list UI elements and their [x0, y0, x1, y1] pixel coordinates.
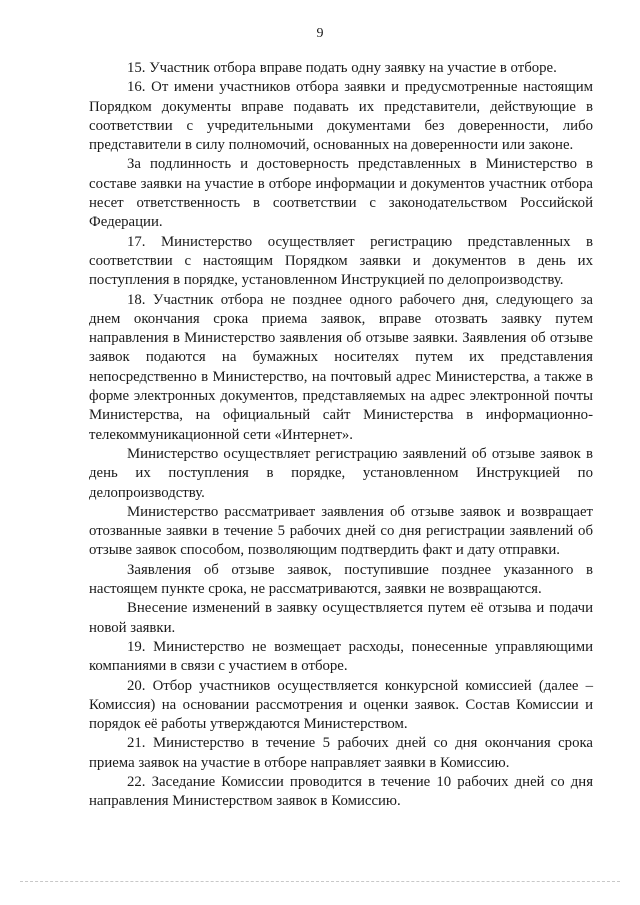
paragraph-19: 19. Министерство не возмещает расходы, понесенные управляющими компаниями в связи с участием в отборе.: [89, 638, 593, 675]
paragraph-21: 21. Министерство в течение 5 рабочих дней со дня окончания срока приема заявок на участие в отборе направляет заявки в Комиссию.: [89, 735, 593, 771]
page-number: 9: [316, 26, 324, 41]
paragraph-18-late: Заявления об отзыве заявок, поступившие позднее указанного в настоящем пункте срока, не рассматриваются, заявки не возвращаются.: [89, 561, 593, 598]
paragraph-17: 17. Министерство осуществляет регистрацию представленных в соответствии с настоящим Порядком заявки и документов в день их поступления в порядке, установленном Инструкцией по делопроизводству.: [89, 233, 593, 289]
paragraph-18: 18. Участник отбора не позднее одного рабочего дня, следующего за днем окончания срока приема заявок, вправе отозвать заявку путем направления в Министерство заявления об отзыве заявки. Заявления об отзыве заявок подаются на бумажных носителях путем их представления непосредственно в Министерство, на почтовый адрес Министерства, а также в форме электронных документов, представляемых на адрес электронной почты Министерства, на официальный сайт Министерства в информационно-телекоммуникационной сети «Интернет».: [89, 291, 593, 443]
paragraph-22: 22. Заседание Комиссии проводится в течение 10 рабочих дней со дня направления Министерством заявок в Комиссию.: [89, 773, 593, 810]
paragraph-18-return: Министерство рассматривает заявления об отзыве заявок и возвращает отозванные заявки в течение 5 рабочих дней со дня регистрации заявлений об отзыве заявок способом, позволяющим подтвердить факт и дату отправки.: [89, 503, 593, 559]
paragraph-15: 15. Участник отбора вправе подать одну заявку на участие в отборе.: [127, 60, 557, 76]
paragraph-18-changes: Внесение изменений в заявку осуществляется путем её отзыва и подачи новой заявки.: [89, 600, 593, 636]
paragraph-16-responsibility: За подлинность и достоверность представленных в Министерство в составе заявки на участие в отборе информации и документов участник отбора несет ответственность в соответствии с законодательством Российской Федерации.: [89, 156, 593, 231]
paragraph-16: 16. От имени участников отбора заявки и предусмотренные настоящим Порядком документы вправе подавать их представители, действующие в соответствии с учредительными документами без доверенности, либо представители в силу полномочий, основанных на доверенности или законе.: [89, 79, 593, 154]
document-body: [89, 59, 593, 812]
page-bottom-divider: [20, 881, 620, 882]
paragraph-20: 20. Отбор участников осуществляется конкурсной комиссией (далее – Комиссия) на основании рассмотрения и оценки заявок. Состав Комиссии и порядок её работы утверждаются Министерством.: [89, 677, 593, 733]
paragraph-18-registration: Министерство осуществляет регистрацию заявлений об отзыве заявок в день их поступления в порядке, установленном Инструкцией по делопроизводству.: [89, 445, 593, 501]
